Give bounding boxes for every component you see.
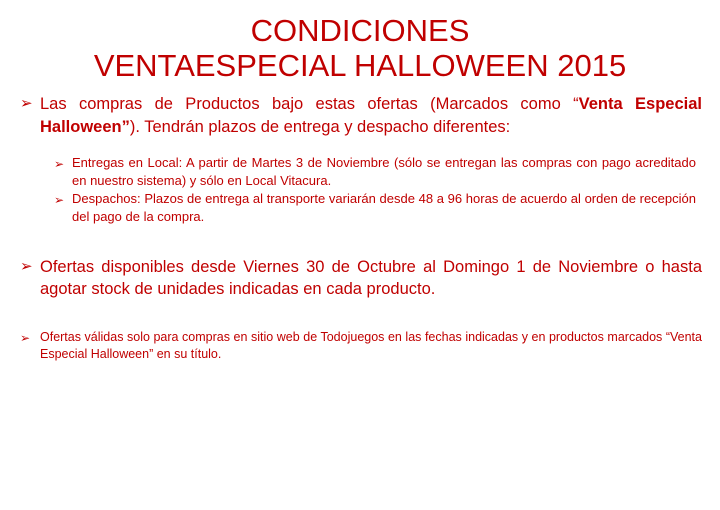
bullet-text-ofertas-validas: Ofertas válidas solo para compras en sitio web de Todojuegos en las fechas indicadas y en productos marcados “Venta Especial Halloween” en su título.	[40, 329, 702, 361]
arrow-bullet-icon: ➢	[20, 95, 33, 113]
sub-bullet-list	[14, 154, 706, 225]
sub-bullet-item-despachos	[54, 190, 696, 225]
bullet-text-conditions	[40, 93, 702, 138]
bullet-text-ofertas-disponibles: Ofertas disponibles desde Viernes 30 de Octubre al Domingo 1 de Noviembre o hasta agotar stock de unidades indicadas en cada producto.	[40, 258, 702, 299]
sub-bullet-item-entregas	[54, 154, 696, 189]
title-line-2: VENTAESPECIAL HALLOWEEN 2015	[93, 47, 627, 83]
slide-title	[14, 14, 706, 83]
sub-bullet-text-despachos: Despachos: Plazos de entrega al transporte variarán desde 48 a 96 horas de acuerdo al orden de recepción del pago de la compra.	[72, 191, 696, 224]
bullet-item-ofertas-disponibles	[14, 256, 706, 301]
title-line-1: CONDICIONES	[250, 13, 470, 48]
spacer	[14, 226, 706, 256]
sub-bullet-text-entregas: Entregas en Local: A partir de Martes 3 de Noviembre (sólo se entregan las compras con pago acreditado en nuestro sistema) y sólo en Local Vitacura.	[72, 154, 696, 188]
bullet-item-conditions	[14, 93, 706, 138]
bullet-text-part-before: Las compras de Productos bajo estas ofertas (Marcados como “	[40, 95, 579, 114]
arrow-bullet-icon: ➢	[54, 156, 65, 171]
bullet-text-part-after: ). Tendrán plazos de entrega y despacho diferentes:	[129, 117, 511, 136]
arrow-bullet-icon: ➢	[20, 330, 31, 345]
arrow-bullet-icon: ➢	[54, 193, 65, 208]
bullet-text-bold: Venta Especial Halloween”	[40, 95, 702, 136]
bullet-item-ofertas-validas	[14, 329, 706, 363]
spacer	[14, 303, 706, 329]
arrow-bullet-icon: ➢	[20, 258, 33, 276]
